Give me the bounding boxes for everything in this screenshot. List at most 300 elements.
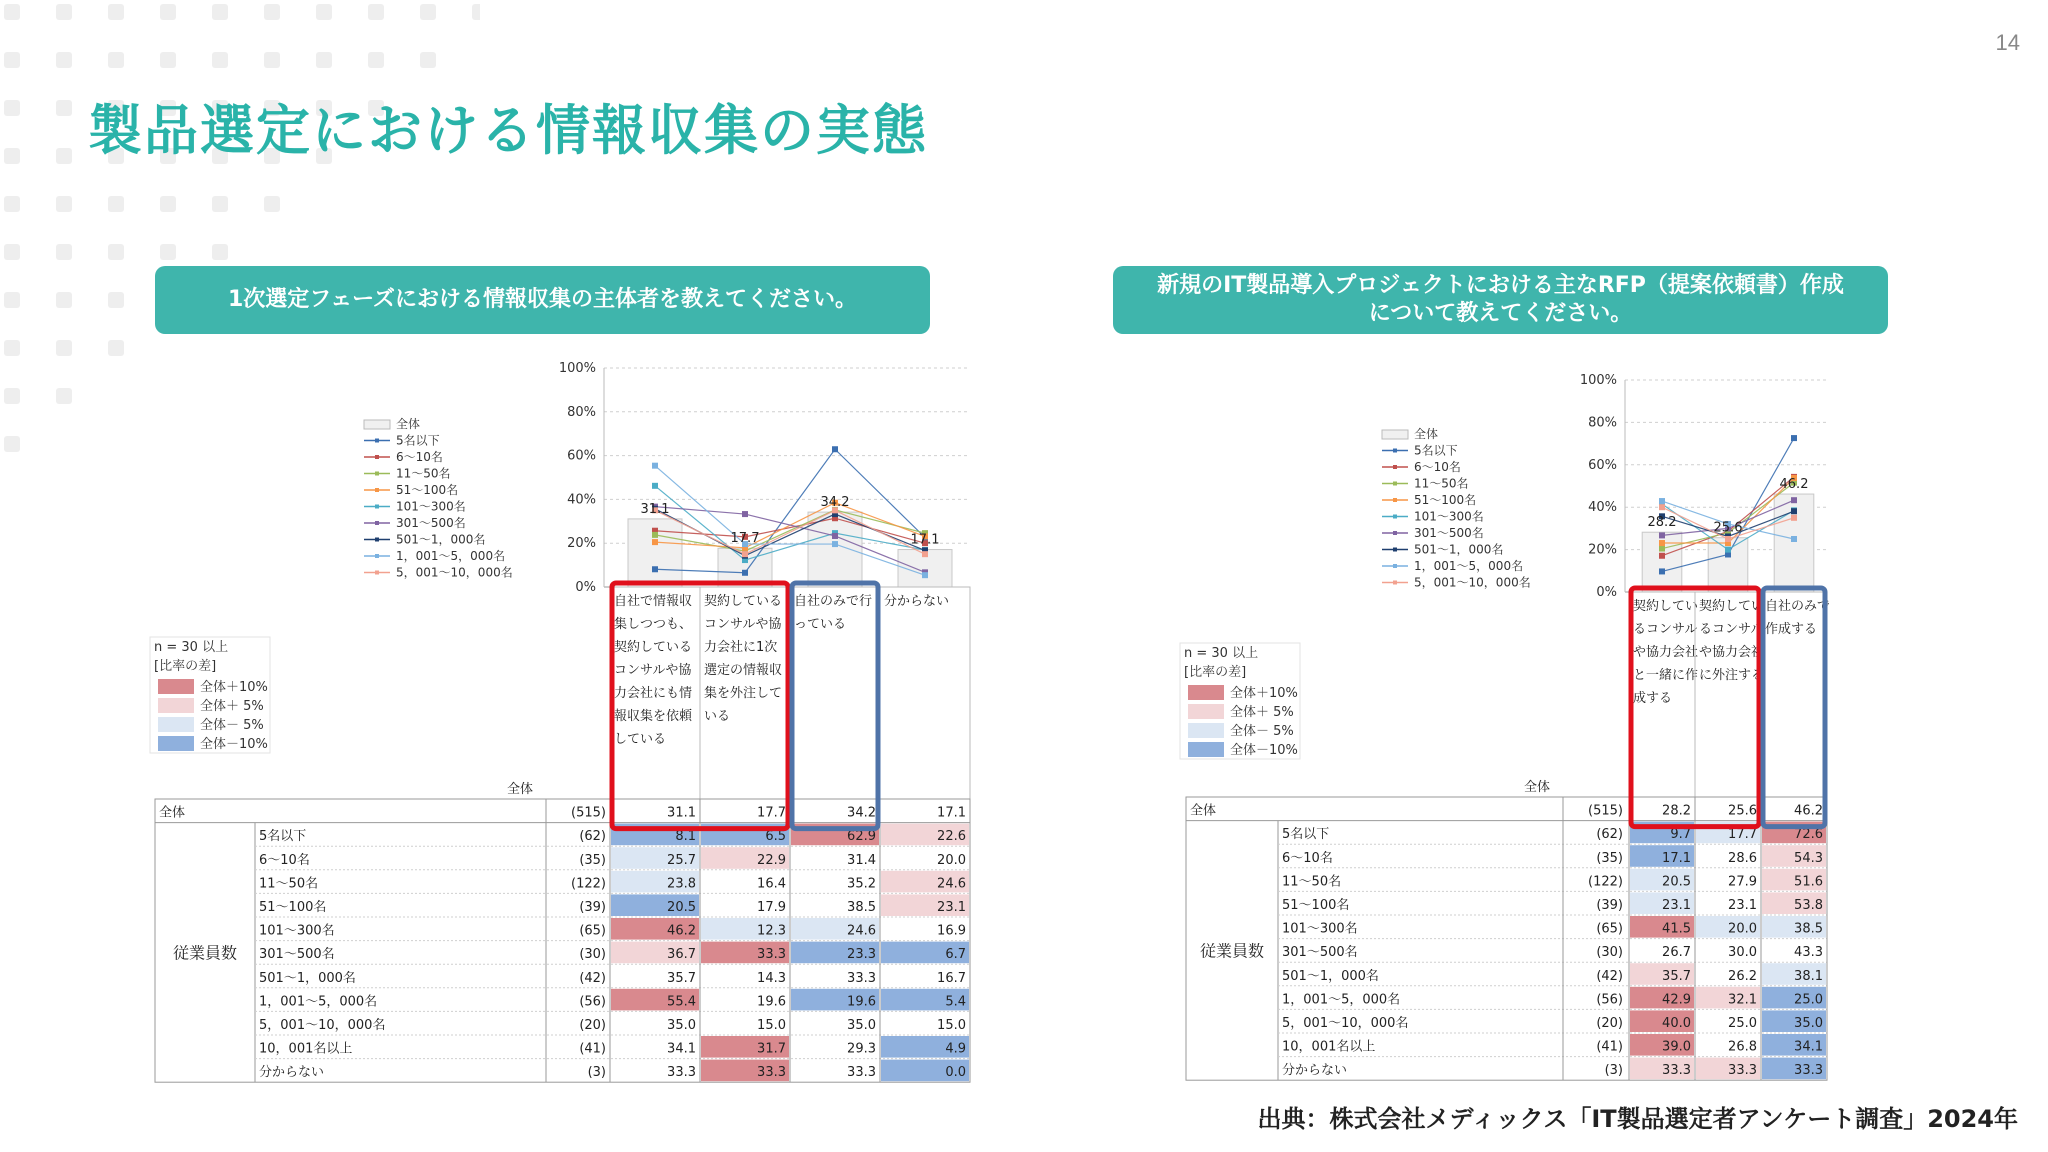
diff-legend-label-plus10: 全体＋10% [1230, 686, 1298, 701]
table-cell-value: 23.3 [847, 947, 876, 963]
table-cell-value: 4.9 [945, 1041, 966, 1057]
table-cell-value: 53.8 [1794, 898, 1823, 913]
legend-swatch-marker [375, 554, 379, 558]
decor-dot [160, 52, 176, 68]
table-cell-value: 22.6 [937, 829, 966, 845]
table-cell-value: 33.3 [1794, 1063, 1823, 1079]
source-citation: 出典：株式会社メディックス「IT製品選定者アンケート調査」2024年 [1257, 1105, 2018, 1133]
decor-dot [420, 52, 436, 68]
table-cell-value: 33.3 [667, 1065, 696, 1081]
legend-entry: 5名以下 [396, 433, 440, 448]
diff-legend-swatch-minus5 [1188, 723, 1224, 738]
series-point [1659, 553, 1665, 559]
y-tick-label: 40% [1588, 500, 1617, 516]
legend-swatch-marker [375, 439, 379, 443]
diff-legend-swatch-plus10 [158, 679, 194, 694]
table-cell-value: 33.3 [847, 970, 876, 986]
diff-legend-label-plus5: 全体＋ 5% [200, 699, 264, 714]
decor-dot [160, 196, 176, 212]
decor-dot [472, 4, 480, 20]
decor-dot [108, 196, 124, 212]
decor-dot [56, 196, 72, 212]
decor-dot [212, 196, 228, 212]
category-label: 自社のみで作成する [1765, 599, 1831, 637]
legend-swatch-marker [375, 538, 379, 542]
decor-dot [4, 100, 20, 116]
legend-entry: 51～100名 [1414, 493, 1477, 507]
table-cell-value: 35.2 [847, 876, 876, 892]
page-title: 製品選定における情報収集の実態 [88, 99, 928, 162]
series-point [1659, 568, 1665, 574]
table-cell-value: 25.0 [1728, 1016, 1757, 1031]
table-cell-value: 38.1 [1794, 968, 1823, 984]
table-cell-value: 20.5 [667, 900, 696, 915]
decor-dot [56, 148, 72, 164]
table-row-label: 分からない [1282, 1063, 1348, 1079]
table-row-label: 101～300名 [259, 923, 335, 939]
decor-dot [4, 196, 20, 212]
table-row-label: 11～50名 [1282, 874, 1342, 890]
table-cell-value: 23.1 [937, 900, 966, 915]
y-tick-label: 80% [1588, 415, 1617, 431]
table-cell-value: 35.7 [667, 970, 696, 986]
table-header-overall: 全体 [506, 782, 534, 797]
series-point [652, 532, 658, 538]
table-cell-value: 28.6 [1728, 850, 1757, 866]
table-n-value: (41) [1596, 1039, 1623, 1055]
table-cell-value: 46.2 [1794, 803, 1823, 819]
right-question-box [1113, 266, 1888, 334]
decor-dot [56, 388, 72, 404]
legend-entry: 6～10名 [1414, 460, 1461, 474]
table-n-value: (65) [1596, 921, 1623, 937]
table-cell-value: 33.3 [757, 1065, 786, 1081]
legend-swatch-marker [1393, 515, 1397, 519]
legend-entry: 5，001～10，000名 [396, 565, 513, 580]
table-n-value: (62) [579, 829, 606, 845]
decor-dot [368, 4, 384, 20]
diff-legend-swatch-minus5 [158, 717, 194, 732]
y-tick-label: 60% [1588, 457, 1617, 473]
decor-dot [4, 340, 20, 356]
decor-dot [4, 244, 20, 260]
series-point [832, 533, 838, 539]
series-point [832, 541, 838, 547]
diff-legend-label-minus5: 全体－ 5% [200, 718, 264, 733]
series-point [652, 463, 658, 469]
table-cell-value: 20.0 [1728, 921, 1757, 937]
table-row-label: 11～50名 [259, 876, 319, 892]
series-point [922, 572, 928, 578]
series-point [1791, 497, 1797, 503]
bar-data-label: 25.6 [1713, 520, 1743, 536]
decor-dot [4, 4, 20, 20]
table-cell-value: 9.7 [1670, 827, 1691, 843]
table-cell-value: 24.6 [937, 876, 966, 892]
series-point [742, 511, 748, 517]
table-cell-value: 33.3 [1662, 1063, 1691, 1079]
table-row-label: 501～1，000名 [259, 970, 356, 986]
table-cell-value: 31.1 [667, 805, 696, 821]
legend-swatch-overall [364, 420, 390, 429]
table-n-value: (122) [1588, 874, 1623, 890]
decor-dot [108, 244, 124, 260]
diff-legend-swatch-plus5 [158, 698, 194, 713]
diff-legend-title: [比率の差] [1184, 665, 1247, 680]
table-cell-value: 17.1 [1662, 850, 1691, 866]
series-point [1659, 540, 1665, 546]
table-cell-value: 42.9 [1662, 992, 1691, 1008]
table-cell-value: 17.7 [1728, 827, 1757, 843]
table-cell-value: 41.5 [1662, 921, 1691, 937]
table-n-value: (20) [579, 1018, 606, 1033]
left-question-box [155, 266, 930, 334]
series-point [652, 566, 658, 572]
table-cell-value: 6.5 [765, 829, 786, 845]
decor-dot [420, 4, 436, 20]
decor-dot [4, 52, 20, 68]
table-header-overall: 全体 [1523, 780, 1551, 795]
bar-data-label: 34.2 [820, 495, 850, 511]
legend-swatch-marker [1393, 531, 1397, 535]
table-cell-value: 28.2 [1662, 803, 1691, 819]
series-point [652, 483, 658, 489]
table-row-label: 301～500名 [1282, 945, 1358, 961]
table-row-label: 6～10名 [1282, 850, 1333, 866]
table-cell-value: 23.8 [667, 876, 696, 892]
right-question-line1: 新規のIT製品導入プロジェクトにおける主なRFP（提案依頼書）作成 [1157, 273, 1844, 298]
decor-dot [56, 4, 72, 20]
legend-entry: 1，001～5，000名 [396, 549, 506, 563]
table-n-value: (39) [579, 900, 606, 915]
table-n-value: (35) [1596, 850, 1623, 866]
table-n-value: (41) [579, 1041, 606, 1057]
legend-swatch-marker [1393, 564, 1397, 568]
legend-swatch-marker [1393, 449, 1397, 453]
series-point [1791, 508, 1797, 514]
decor-dot [264, 196, 280, 212]
table-cell-value: 15.0 [937, 1018, 966, 1033]
table-row-label-overall: 全体 [159, 805, 186, 821]
decor-dot [56, 292, 72, 308]
table-n-value: (515) [571, 805, 606, 821]
category-label: 自社のみで行っている [794, 594, 873, 632]
table-cell-value: 29.3 [847, 1041, 876, 1057]
table-cell-value: 40.0 [1662, 1016, 1691, 1031]
table-row-label: 101～300名 [1282, 921, 1358, 937]
series-line [655, 466, 925, 576]
table-cell-value: 20.5 [1662, 874, 1691, 890]
diff-legend-title: [比率の差] [154, 659, 217, 674]
y-tick-label: 0% [575, 580, 596, 595]
y-tick-label: 100% [1579, 373, 1617, 388]
table-cell-value: 55.4 [667, 994, 696, 1010]
right-question-line2: について教えてください。 [1368, 301, 1633, 326]
table-cell-value: 17.9 [757, 900, 786, 915]
legend-swatch-marker [1393, 548, 1397, 552]
table-cell-value: 25.6 [1728, 803, 1757, 819]
series-point [1791, 435, 1797, 441]
table-cell-value: 17.1 [937, 805, 966, 821]
table-cell-value: 19.6 [757, 994, 786, 1010]
bar-data-label: 31.1 [640, 501, 670, 517]
decor-dot [316, 4, 332, 20]
table-cell-value: 35.0 [847, 1018, 876, 1033]
diff-legend-label-plus5: 全体＋ 5% [1230, 705, 1294, 720]
table-row-label: 5名以下 [1282, 827, 1330, 843]
table-row-label-overall: 全体 [1190, 803, 1217, 819]
table-cell-value: 16.4 [757, 876, 786, 892]
table-cell-value: 35.0 [667, 1018, 696, 1033]
table-row-label: 1，001～5，000名 [1282, 992, 1401, 1008]
table-row-label: 5，001～10，000名 [1282, 1016, 1409, 1031]
series-point [742, 551, 748, 557]
decor-dot [316, 52, 332, 68]
legend-swatch-marker [375, 472, 379, 476]
table-group-label: 従業員数 [172, 943, 238, 963]
legend-entry: 501～1，000名 [1414, 542, 1504, 557]
table-cell-value: 8.1 [675, 829, 696, 845]
legend-entry: 301～500名 [1414, 526, 1484, 540]
table-cell-value: 20.0 [937, 852, 966, 868]
decor-dot [4, 292, 20, 308]
legend-entry: 11～50名 [1414, 476, 1469, 491]
legend-swatch-marker [375, 521, 379, 525]
y-tick-label: 40% [567, 492, 596, 508]
series-point [1791, 536, 1797, 542]
legend-swatch-marker [1393, 465, 1397, 469]
table-cell-value: 16.9 [937, 923, 966, 939]
category-label: 契約しているコンサルや協力会社に外注する [1699, 599, 1765, 683]
legend-swatch-marker [375, 571, 379, 575]
decor-dot [108, 340, 124, 356]
legend-entry: 101～300名 [396, 499, 466, 514]
table-n-value: (42) [579, 970, 606, 986]
table-cell-value: 26.8 [1728, 1039, 1757, 1055]
table-cell-value: 30.0 [1728, 945, 1757, 961]
table-cell-value: 17.7 [757, 805, 786, 821]
diff-legend-swatch-minus10 [1188, 742, 1224, 757]
sample-size-note: n = 30 以上 [1184, 646, 1259, 661]
table-cell-value: 26.2 [1728, 968, 1757, 984]
table-n-value: (122) [571, 876, 606, 892]
table-row-label: 6～10名 [259, 852, 310, 868]
right-chart-panel [1160, 355, 1860, 1090]
diff-legend-swatch-plus10 [1188, 685, 1224, 700]
table-n-value: (3) [587, 1065, 606, 1081]
table-cell-value: 27.9 [1728, 874, 1757, 890]
decor-dot [108, 292, 124, 308]
legend-entry: 6～10名 [396, 450, 443, 464]
table-row-label: 分からない [259, 1065, 325, 1081]
legend-swatch-marker [375, 505, 379, 509]
table-row-label: 501～1，000名 [1282, 968, 1379, 984]
legend-swatch-marker [375, 455, 379, 459]
table-row-label: 5，001～10，000名 [259, 1018, 386, 1033]
decor-dot [4, 388, 20, 404]
category-label: 契約しているコンサルや協力会社に1次選定の情報収集を外注している [704, 594, 783, 724]
decor-dot [160, 244, 176, 260]
series-point [832, 446, 838, 452]
table-n-value: (20) [1596, 1016, 1623, 1031]
y-tick-label: 100% [558, 361, 596, 376]
decor-dot [56, 244, 72, 260]
table-n-value: (30) [579, 947, 606, 963]
bar-data-label: 17.7 [730, 531, 760, 547]
table-group-label: 従業員数 [1199, 941, 1265, 961]
table-cell-value: 22.9 [757, 852, 786, 868]
table-cell-value: 72.6 [1794, 827, 1823, 843]
legend-entry: 101～300名 [1414, 509, 1484, 524]
series-point [1659, 504, 1665, 510]
table-row-label: 51～100名 [1282, 898, 1350, 913]
decor-dot [56, 100, 72, 116]
table-cell-value: 35.0 [1794, 1016, 1823, 1031]
table-cell-value: 34.1 [1794, 1039, 1823, 1055]
table-n-value: (30) [1596, 945, 1623, 961]
legend-entry: 全体 [1414, 427, 1439, 441]
table-cell-value: 54.3 [1794, 850, 1823, 866]
decor-dot [212, 244, 228, 260]
table-cell-value: 25.7 [667, 852, 696, 868]
legend-swatch-marker [1393, 498, 1397, 502]
table-cell-value: 12.3 [757, 923, 786, 939]
bar-data-label: 28.2 [1647, 515, 1677, 531]
series-line [655, 507, 925, 573]
diff-legend-label-minus10: 全体－10% [1230, 743, 1298, 758]
decor-dot [56, 52, 72, 68]
legend-swatch-marker [1393, 581, 1397, 585]
decor-dot [108, 52, 124, 68]
table-cell-value: 5.4 [945, 994, 966, 1010]
legend-swatch-overall [1382, 430, 1408, 439]
y-tick-label: 0% [1596, 585, 1617, 600]
table-cell-value: 51.6 [1794, 874, 1823, 890]
legend-entry: 501～1，000名 [396, 532, 486, 547]
left-chart-panel [140, 345, 1000, 1090]
table-row-label: 5名以下 [259, 829, 307, 845]
legend-entry: 5，001～10，000名 [1414, 575, 1531, 590]
sample-size-note: n = 30 以上 [154, 640, 229, 655]
table-row-label: 10，001名以上 [259, 1041, 353, 1057]
table-cell-value: 15.0 [757, 1018, 786, 1033]
series-point [1659, 532, 1665, 538]
diff-legend-swatch-minus10 [158, 736, 194, 751]
table-n-value: (56) [579, 994, 606, 1010]
series-point [1725, 547, 1731, 553]
category-label: 分からない [884, 594, 950, 609]
bar-data-label: 46.2 [1779, 477, 1809, 493]
table-cell-value: 23.1 [1728, 898, 1757, 913]
table-cell-value: 33.3 [757, 947, 786, 963]
table-cell-value: 39.0 [1662, 1039, 1691, 1055]
table-n-value: (39) [1596, 898, 1623, 913]
category-label: 契約しているコンサルや協力会社と一緒に作成する [1633, 599, 1699, 706]
table-cell-value: 33.3 [847, 1065, 876, 1081]
series-line [655, 449, 925, 573]
table-cell-value: 25.0 [1794, 992, 1823, 1008]
table-cell-value: 31.7 [757, 1041, 786, 1057]
table-cell-value: 6.7 [945, 947, 966, 963]
table-cell-value: 38.5 [1794, 921, 1823, 937]
table-n-value: (65) [579, 923, 606, 939]
table-row-label: 51～100名 [259, 900, 327, 915]
category-label: 自社で情報収集しつつも、契約しているコンサルや協力会社にも情報収集を依頼している [614, 594, 693, 747]
legend-entry: 51～100名 [396, 483, 459, 497]
bar-data-label: 17.1 [910, 532, 940, 548]
table-cell-value: 33.3 [1728, 1063, 1757, 1079]
decor-dot [264, 52, 280, 68]
y-tick-label: 20% [1588, 542, 1617, 558]
decor-dot [4, 436, 20, 452]
table-cell-value: 35.7 [1662, 968, 1691, 984]
y-tick-label: 20% [567, 536, 596, 552]
table-row-label: 301～500名 [259, 947, 335, 963]
page-number: 14 [1995, 30, 2020, 55]
table-n-value: (35) [579, 852, 606, 868]
table-cell-value: 23.1 [1662, 898, 1691, 913]
diff-legend-label-minus5: 全体－ 5% [1230, 724, 1294, 739]
table-cell-value: 34.2 [847, 805, 876, 821]
legend-entry: 5名以下 [1414, 443, 1458, 458]
diff-legend-label-minus10: 全体－10% [200, 737, 268, 752]
series-point [1791, 515, 1797, 521]
decor-dot [212, 4, 228, 20]
diff-legend-label-plus10: 全体＋10% [200, 680, 268, 695]
legend-swatch-marker [375, 488, 379, 492]
table-row-label: 1，001～5，000名 [259, 994, 378, 1010]
decor-dot [160, 4, 176, 20]
table-cell-value: 43.3 [1794, 945, 1823, 961]
table-cell-value: 32.1 [1728, 992, 1757, 1008]
table-cell-value: 62.9 [847, 829, 876, 845]
left-question-text: 1次選定フェーズにおける情報収集の主体者を教えてください。 [227, 287, 858, 312]
legend-entry: 301～500名 [396, 516, 466, 530]
table-n-value: (56) [1596, 992, 1623, 1008]
table-cell-value: 26.7 [1662, 945, 1691, 961]
legend-entry: 1，001～5，000名 [1414, 559, 1524, 573]
series-point [922, 551, 928, 557]
decor-dot [108, 4, 124, 20]
table-cell-value: 46.2 [667, 923, 696, 939]
table-n-value: (42) [1596, 968, 1623, 984]
table-cell-value: 34.1 [667, 1041, 696, 1057]
table-n-value: (62) [1596, 827, 1623, 843]
series-point [1659, 546, 1665, 552]
series-point [1725, 536, 1731, 542]
table-cell-value: 31.4 [847, 852, 876, 868]
legend-entry: 全体 [396, 417, 421, 431]
table-n-value: (515) [1588, 803, 1623, 819]
table-n-value: (3) [1604, 1063, 1623, 1079]
decor-dot [212, 52, 228, 68]
table-cell-value: 36.7 [667, 947, 696, 963]
y-tick-label: 60% [567, 448, 596, 464]
table-cell-value: 16.7 [937, 970, 966, 986]
legend-swatch-marker [1393, 482, 1397, 486]
diff-legend-swatch-plus5 [1188, 704, 1224, 719]
table-cell-value: 14.3 [757, 970, 786, 986]
decor-dot [368, 52, 384, 68]
decor-dot [264, 4, 280, 20]
table-cell-value: 24.6 [847, 923, 876, 939]
table-row-label: 10，001名以上 [1282, 1039, 1376, 1055]
y-tick-label: 80% [567, 404, 596, 420]
table-cell-value: 38.5 [847, 900, 876, 915]
series-point [652, 539, 658, 545]
legend-entry: 11～50名 [396, 466, 451, 481]
series-point [742, 570, 748, 576]
